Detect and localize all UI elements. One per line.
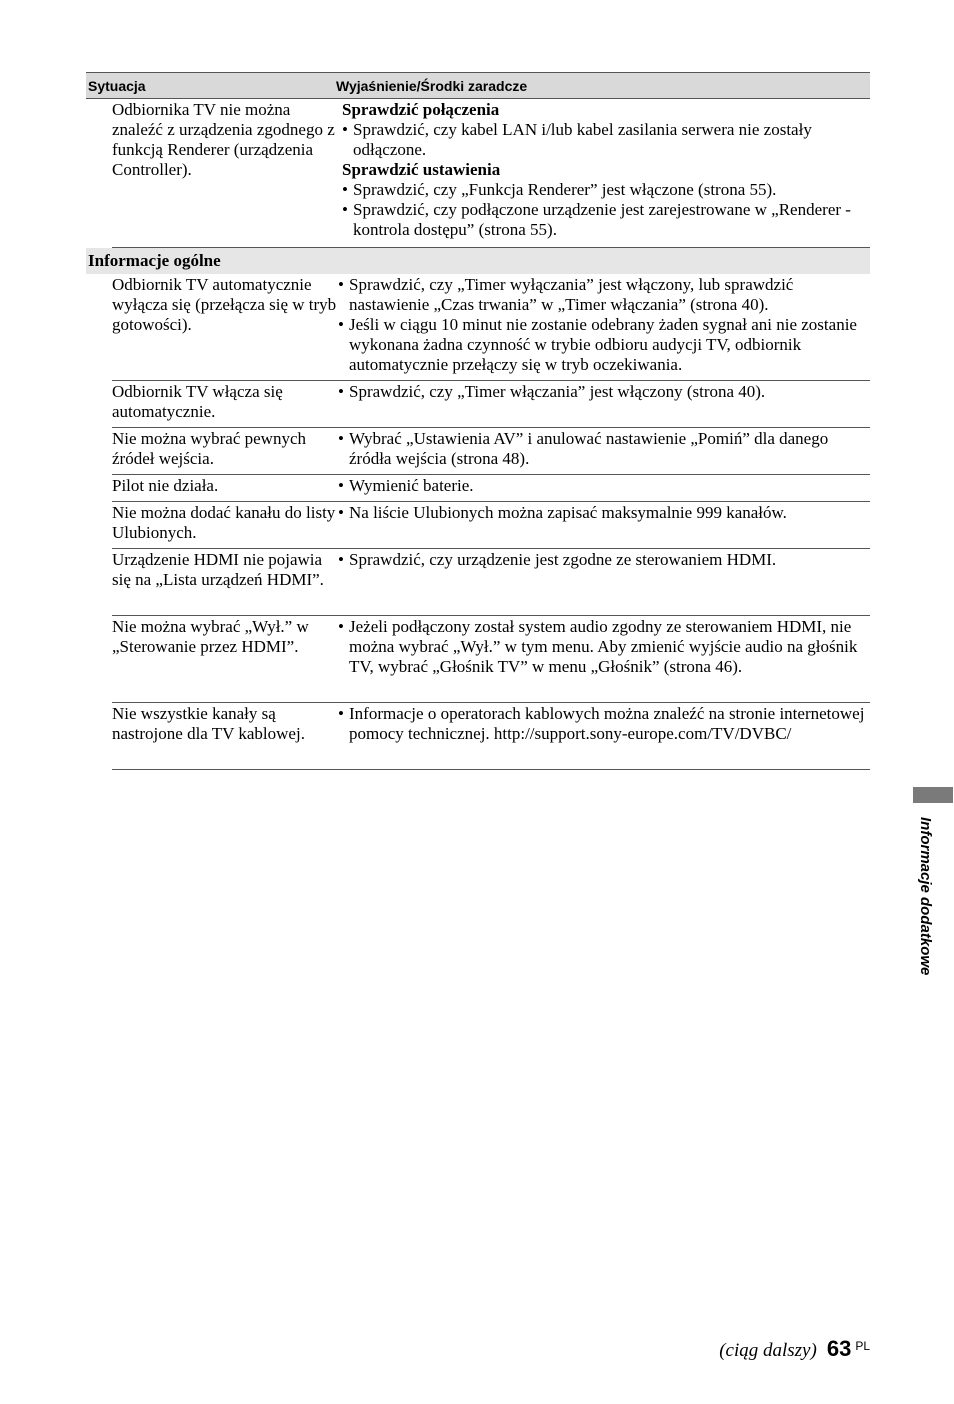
situation-cell: Odbiornika TV nie można znaleźć z urządzenia zgodnego z funkcją Renderer (urządzenia Controller). (112, 100, 335, 179)
side-tab-label: Informacje dodatkowe (917, 817, 934, 976)
subheading: Sprawdzić połączenia (342, 100, 500, 119)
bullet-item: • Na liście Ulubionych można zapisać maksymalnie 999 kanałów. (338, 503, 787, 522)
bullet-item: • Sprawdzić, czy kabel LAN i/lub kabel zasilania serwera nie zostały odłączone. (342, 120, 812, 159)
page-footer (719, 1336, 870, 1362)
bullet-icon: • (338, 476, 344, 495)
table-row (112, 274, 870, 381)
situation-cell: Nie można wybrać pewnych źródeł wejścia. (112, 429, 307, 468)
explanation-cell (338, 475, 870, 501)
bullet-icon: • (342, 120, 348, 139)
explanation-cell (338, 274, 870, 380)
bullet-icon: • (338, 275, 344, 294)
bullet-icon: • (338, 550, 344, 569)
troubleshooting-table (86, 72, 870, 770)
bullet-item: • Informacje o operatorach kablowych można znaleźć na stronie internetowej pomocy technicznej. http://support.sony-europe.com/TV/DVBC/ (338, 704, 865, 743)
table-row (112, 616, 870, 703)
bullet-icon: • (342, 180, 348, 199)
table-row (112, 381, 870, 428)
situation-cell: Urządzenie HDMI nie pojawia się na „Lista urządzeń HDMI”. (112, 550, 324, 589)
situation-cell: Nie można wybrać „Wył.” w „Sterowanie przez HDMI”. (112, 617, 309, 656)
bullet-item: • Sprawdzić, czy podłączone urządzenie jest zarejestrowane w „Renderer - kontrola dostępu” (strona 55). (342, 200, 851, 239)
bullet-icon: • (338, 382, 344, 401)
explanation-cell (338, 502, 870, 548)
situation-cell: Pilot nie działa. (112, 476, 219, 495)
situation-cell: Nie wszystkie kanały są nastrojone dla TV kablowej. (112, 704, 305, 743)
continued-note: (ciąg dalszy) (719, 1340, 817, 1361)
explanation-cell (338, 616, 870, 702)
table-row (112, 703, 870, 770)
bullet-item: • Sprawdzić, czy „Timer wyłączania” jest włączony, lub sprawdzić nastawienie „Czas trwania” w „Timer włączania” (strona 40). (338, 275, 794, 314)
language-code: PL (855, 1339, 870, 1353)
bullet-icon: • (338, 704, 344, 723)
section-heading: Informacje ogólne (86, 248, 870, 274)
table-row (112, 475, 870, 502)
subheading: Sprawdzić ustawienia (342, 160, 501, 179)
explanation-cell (338, 549, 870, 615)
side-tab-marker (913, 787, 953, 803)
header-situation: Sytuacja (88, 77, 146, 94)
situation-cell: Nie można dodać kanału do listy Ulubionych. (112, 503, 336, 542)
page-number: 63 (826, 1336, 852, 1361)
bullet-item: • Jeżeli podłączony został system audio zgodny ze sterowaniem HDMI, nie można wybrać „Wył.” w tym menu. Aby zmienić wyjście audio na głośnik TV, wybrać „Głośnik TV” w menu „Głośnik” (strona 46). (338, 617, 858, 676)
bullet-icon: • (338, 617, 344, 636)
bullet-item: • Jeśli w ciągu 10 minut nie zostanie odebrany żaden sygnał ani nie zostanie wykonana żadna czynność w trybie odbioru audycji TV, odbiornik automatycznie przełączy się w tryb oczekiwania. (338, 315, 857, 374)
table-row (112, 428, 870, 475)
table-row (112, 502, 870, 549)
explanation-cell (338, 381, 870, 427)
table-row (112, 99, 870, 248)
bullet-icon: • (338, 429, 344, 448)
situation-cell: Odbiornik TV włącza się automatycznie. (112, 382, 283, 421)
table-header (86, 72, 870, 99)
bullet-item: • Sprawdzić, czy urządzenie jest zgodne ze sterowaniem HDMI. (338, 550, 777, 569)
explanation-cell (338, 99, 870, 247)
header-explanation: Wyjaśnienie/Środki zaradcze (336, 77, 528, 94)
bullet-icon: • (342, 200, 348, 219)
table-row (112, 549, 870, 616)
situation-cell: Odbiornik TV automatycznie wyłącza się (przełącza się w tryb gotowości). (112, 275, 337, 334)
bullet-item: • Wybrać „Ustawienia AV” i anulować nastawienie „Pomiń” dla danego źródła wejścia (strona 48). (338, 429, 829, 468)
bullet-item: • Wymienić baterie. (338, 476, 474, 495)
bullet-icon: • (338, 315, 344, 334)
bullet-item: • Sprawdzić, czy „Timer włączania” jest włączony (strona 40). (338, 382, 766, 401)
bullet-icon: • (338, 503, 344, 522)
bullet-item: • Sprawdzić, czy „Funkcja Renderer” jest włączone (strona 55). (342, 180, 777, 199)
explanation-cell (338, 703, 870, 769)
explanation-cell (338, 428, 870, 474)
